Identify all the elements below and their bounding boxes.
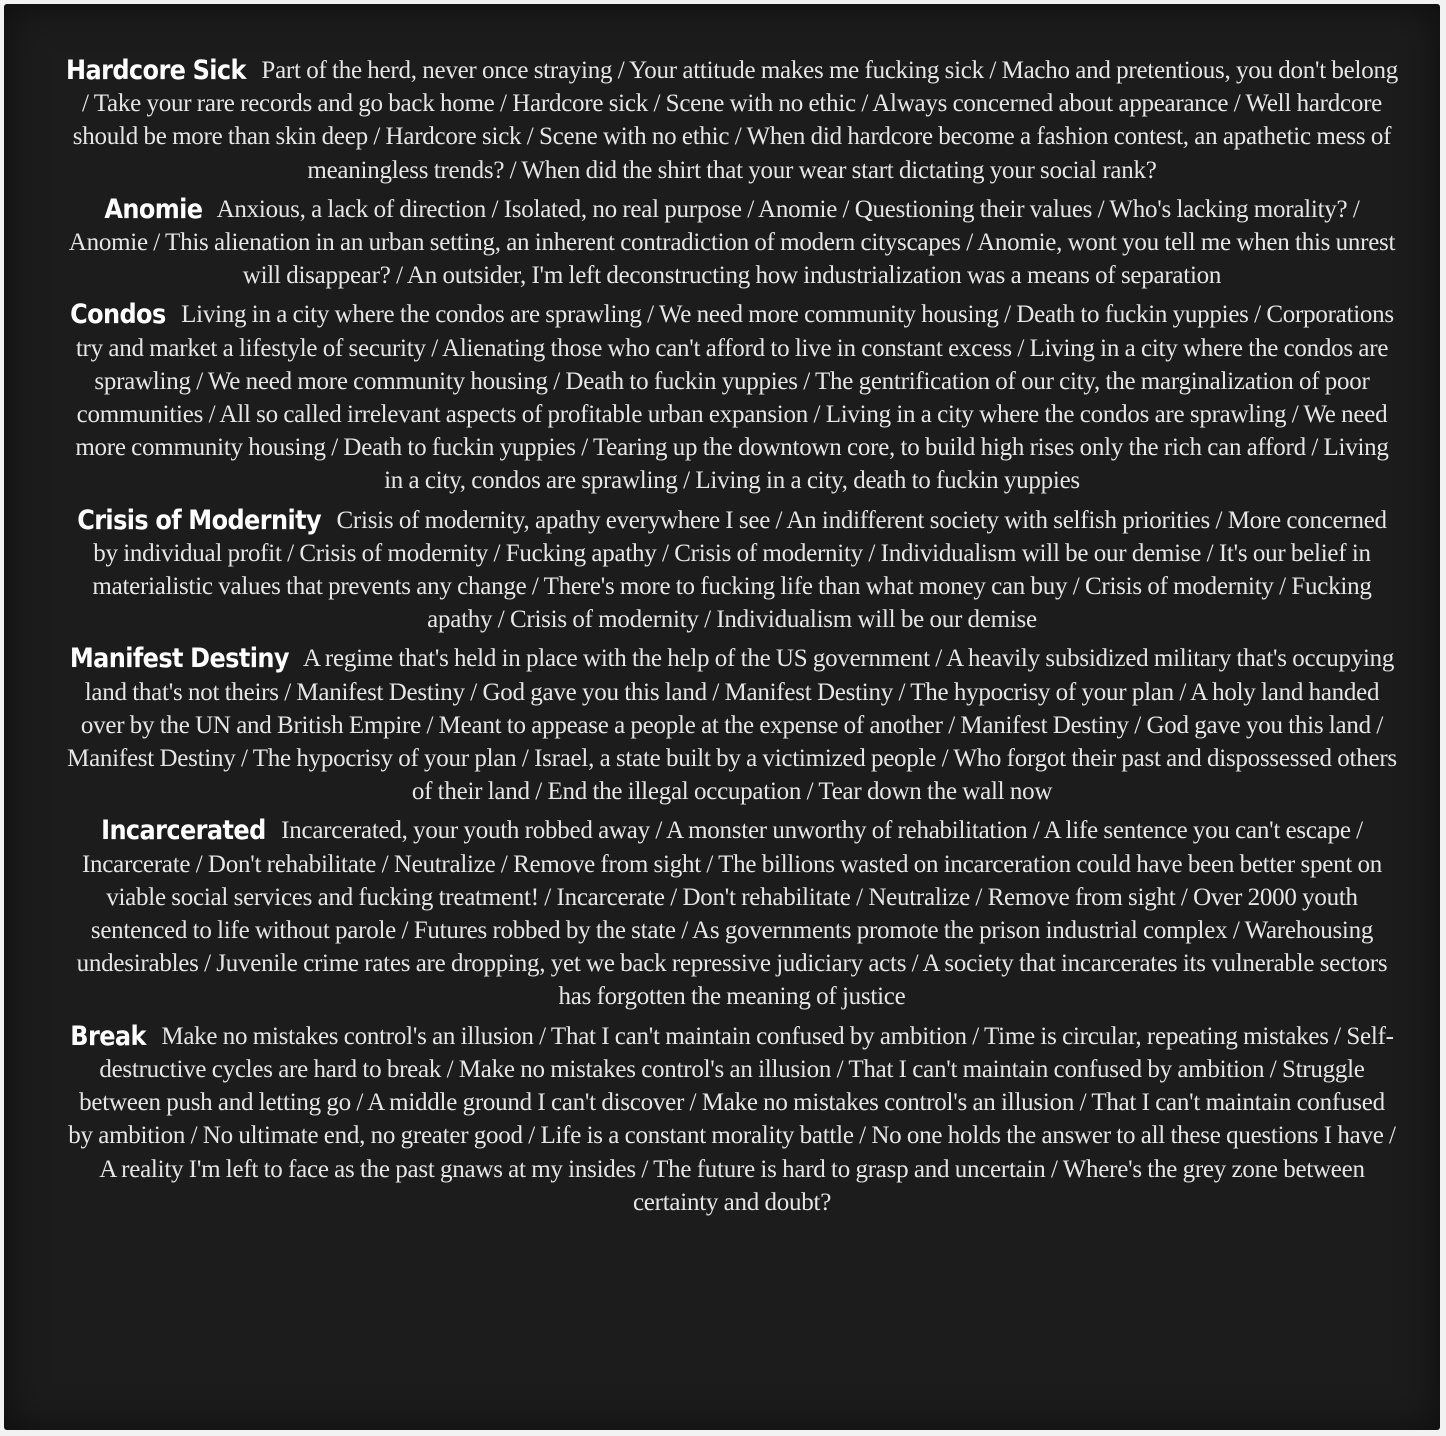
song-lyrics: Living in a city where the condos are sprawling / We need more community housing / Death to fuckin yuppies / Corporations try and market a lifestyle of security / Alienating those who can't afford to live in constant excess / Living in a city where the condos are sprawling / We need more community housing / Death to fuckin yuppies / The gentrification of our city, the marginalization of poor communities / All so called irrelevant aspects of profitable urban expansion / Living in a city where the condos are sprawling / We need more community housing / Death to fuckin yuppies / Tearing up the downtown core, to build high rises only the rich can afford / Living in a city, condos are sprawling / Living in a city, death to fuckin yuppies bbox=[75, 301, 1394, 495]
song-title: Anomie bbox=[104, 193, 203, 225]
song-lyrics: Crisis of modernity, apathy everywhere I see / An indifferent society with selfish priorities / More concerned by individual profit / Crisis of modernity / Fucking apathy / Crisis of modernity / Individualism will be our demise / It's our belief in materialistic values that prevents any change / There's more to fucking life than what money can buy / Crisis of modernity / Fucking apathy / Crisis of modernity / Individualism will be our demise bbox=[92, 506, 1387, 634]
lyrics-sheet bbox=[66, 54, 1398, 1225]
song-lyrics: Incarcerated, your youth robbed away / A monster unworthy of rehabilitation / A life sentence you can't escape / Incarcerate / Don't rehabilitate / Neutralize / Remove from sight / The billions wasted on incarceration could have been better spent on viable social services and fucking treatment! / Incarcerate / Don't rehabilitate / Neutralize / Remove from sight / Over 2000 youth sentenced to life without parole / Futures robbed by the state / As governments promote the prison industrial complex / Warehousing undesirables / Juvenile crime rates are dropping, yet we back repressive judiciary acts / A society that incarcerates its vulnerable sectors has forgotten the meaning of justice bbox=[76, 817, 1388, 1011]
song-anomie bbox=[66, 193, 1398, 293]
song-title: Incarcerated bbox=[101, 814, 266, 847]
song-title: Crisis of Modernity bbox=[77, 503, 321, 536]
song-manifest-destiny bbox=[66, 642, 1398, 808]
song-title: Condos bbox=[70, 298, 166, 331]
song-break bbox=[66, 1020, 1398, 1219]
song-title: Hardcore Sick bbox=[66, 54, 246, 86]
record-sleeve-background bbox=[4, 4, 1440, 1430]
song-lyrics: Anxious, a lack of direction / Isolated, no real purpose / Anomie / Questioning their values / Who's lacking morality? / Anomie / This alienation in an urban setting, an inherent contradiction of modern cityscapes / Anomie, wont you tell me when this unrest will disappear? / An outsider, I'm left deconstructing how industrialization was a means of separation bbox=[68, 195, 1396, 290]
song-crisis-of-modernity bbox=[66, 504, 1398, 637]
song-incarcerated bbox=[66, 814, 1398, 1013]
song-lyrics: A regime that's held in place with the help of the US government / A heavily subsidized military that's occupying land that's not theirs / Manifest Destiny / God gave you this land / Manifest Destiny / The hypocrisy of your plan / A holy land handed over by the UN and British Empire / Meant to appease a people at the expense of another / Manifest Destiny / God gave you this land / Manifest Destiny / The hypocrisy of your plan / Israel, a state built by a victimized people / Who forgot their past and dispossessed others of their land / End the illegal occupation / Tear down the wall now bbox=[67, 645, 1397, 806]
song-hardcore-sick bbox=[66, 54, 1398, 187]
song-lyrics: Part of the herd, never once straying / Your attitude makes me fucking sick / Macho and pretentious, you don't belong / Take your rare records and go back home / Hardcore sick / Scene with no ethic / Always concerned about appearance / Well hardcore should be more than skin deep / Hardcore sick / Scene with no ethic / When did hardcore become a fashion contest, an apathetic mess of meaningless trends? / When did the shirt that your wear start dictating your social rank? bbox=[72, 57, 1398, 184]
song-condos bbox=[66, 298, 1398, 497]
song-lyrics: Make no mistakes control's an illusion / That I can't maintain confused by ambition / Time is circular, repeating mistakes / Self-destructive cycles are hard to break / Make no mistakes control's an illusion / That I can't maintain confused by ambition / Struggle between push and letting go / A middle ground I can't discover / Make no mistakes control's an illusion / That I can't maintain confused by ambition / No ultimate end, no greater good / Life is a constant morality battle / No one holds the answer to all these questions I have / A reality I'm left to face as the past gnaws at my insides / The future is hard to grasp and uncertain / Where's the grey zone between certainty and doubt? bbox=[68, 1022, 1396, 1216]
song-title: Break bbox=[70, 1019, 146, 1052]
song-title: Manifest Destiny bbox=[69, 642, 289, 675]
